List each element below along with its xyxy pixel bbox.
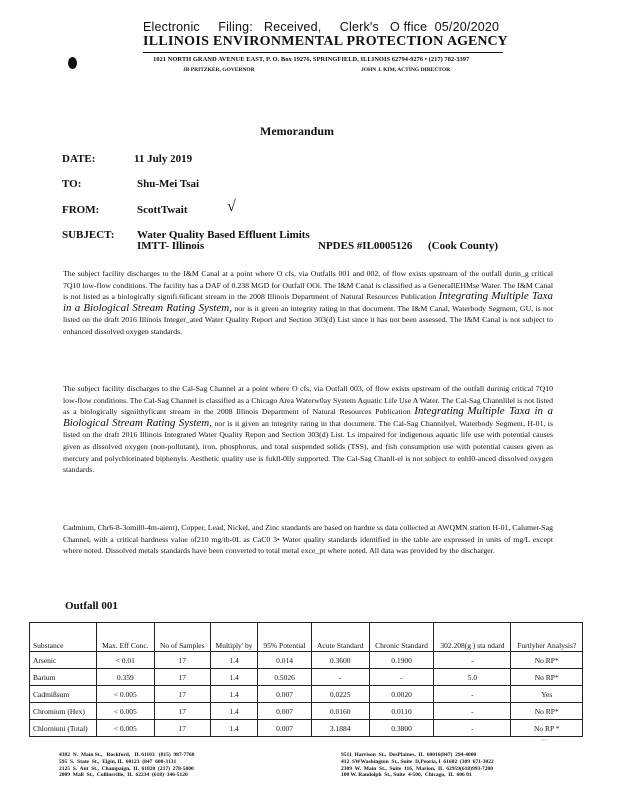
column-header: Chronic Standard [369, 623, 434, 652]
table-cell: 0.3600 [311, 652, 369, 669]
table-cell: 5.0 [434, 669, 511, 686]
table-cell: 1.4 [210, 686, 258, 703]
table-cell: 1.4 [210, 652, 258, 669]
table-cell: 1.4 [210, 669, 258, 686]
footer-offices-right: 9511 Harrison St., DesPlaines, IL 60016(847) 294-4000 412 SWWashington St., Suite D,Peoria, I 61602 (309 671-3022 2309 W. Main St., Suite 116, Marion, IL 62959(618)993-7200 100 W. Randolph St., Suite 4-500, Chicago, IL 606 01 [341, 752, 494, 779]
date-label: DATE: [62, 153, 96, 165]
paragraph-metals-standards [63, 522, 553, 557]
column-header: No of Samples [154, 623, 210, 652]
table-cell: - [434, 686, 511, 703]
signature-mark: ~~ [541, 738, 548, 744]
table-cell: Barium [30, 669, 97, 686]
column-header: 95% Potential [258, 623, 311, 652]
outfall-table [29, 622, 583, 737]
table-cell: 0.007 [258, 686, 311, 703]
column-header: Acute Standard [311, 623, 369, 652]
agency-address: 1021 NORTH GRAND AVENUE EAST, P. O. Box 19276, SPRINGFIELD, ILLINOIS 62794-9276 • (217) 782-3397 [153, 56, 470, 63]
table-cell: - [434, 652, 511, 669]
table-cell: 0.3800 [369, 720, 434, 737]
governor-name: JB PRITZKER, GOVERNOR [183, 67, 255, 73]
punch-hole-mark [68, 57, 77, 69]
table-cell: 3.1884 [311, 720, 369, 737]
table-cell: 0.1900 [369, 652, 434, 669]
table-body [30, 652, 583, 737]
table-cell: Yes [511, 686, 583, 703]
table-cell: Arsenic [30, 652, 97, 669]
table-cell: 17 [154, 686, 210, 703]
table-cell: 17 [154, 720, 210, 737]
table-cell: - [311, 669, 369, 686]
table-cell: - [434, 703, 511, 720]
table-cell: No RP * [511, 720, 583, 737]
publication-title-2a: Integrating [414, 405, 464, 418]
subject-line-1: Water Quality Based Effluent Limits [137, 229, 310, 241]
table-cell: 0.5026 [258, 669, 311, 686]
table-header-row [30, 623, 583, 652]
footer-offices-left: 4382 N. Main St., Rockford, IL 61103 (815) 987-7760 595 S. State St., Elgin, IL 60123 (847 608-3131 2125 S. Ant St., Champaign, IL 61820 (217) 278-5800 2009 Mall St., Collinsville, IL 62234 (618) 346-5120 [59, 752, 195, 779]
paragraph-1b: nor is it given an integrity rating in that document. The I&M Canal, Waterbody Segment, GU, is not listed on the draft 2016 Illinois Integer_ated Water Quality Report and Section 303(d) List since it has not been assessed. The I&M Canal is not subject to enhanced dissolved oxygen standards. [63, 303, 553, 336]
paragraph-2b: nor is it given an integrity rating in that document. The Cal-Sag Channilyel, Waterbody Segment, H-01, is listed on the draft 2016 Illinois Integrated Water Quality Repon and Section 303(d) List. Ls impaired for indigenous aquatic life use with potential causes given as dissolved oxygen (non-pollutant), iron, phosphorus, and total suspended solids (TSS), and fish consumption use with potential causes given as mercury and polychlorinated biphenyls. Aesthetic quality use is fukll-0lly supported. The Cal-Sag Chanll-el is not subject to enhI0-anced dissolved oxygen standards. [63, 418, 553, 475]
paragraph-3: Cadmium, Chr6-8-3omil0-4m-aient), Copper, Lead, Nickel, and Zinc standards are based on hardne ss data collected at AWQMN station H-01, Calumet-Sag Channel, with a critical hardness value of210 mg/th-0L as CaC0 3• Water quality standards identified in the table are expressed in units of mg/L except where noted. Dissolved metals standards have been converted to total metal exce_pt where noted. All data was provided by the discharger. [63, 523, 553, 556]
agency-suffix: AGENCY [447, 34, 508, 49]
agency-name: ILLINOIS ENVIRONMENTAL PROTECTION [143, 34, 444, 49]
table-cell: Cadmißsum [30, 686, 97, 703]
table-cell: No RP* [511, 652, 583, 669]
table-cell: Chlorniuni (Total) [30, 720, 97, 737]
table-cell: < 0.005 [96, 703, 154, 720]
table-row [30, 669, 583, 686]
table-cell: 1.4 [210, 703, 258, 720]
table-cell: 17 [154, 669, 210, 686]
electronic-filing-stamp: Electronic Filing: Received, Clerk's O ffice 05/20/2020 [143, 20, 500, 34]
npdes-number: NPDES #IL0005126 [318, 240, 413, 252]
table-row [30, 720, 583, 737]
table-cell: 0.0020 [369, 686, 434, 703]
table-cell: 0.014 [258, 652, 311, 669]
table-cell: 0.0160 [311, 703, 369, 720]
table-cell: - [434, 720, 511, 737]
to-value: Shu-Mei Tsai [137, 178, 200, 190]
column-header: Multiply' by [210, 623, 258, 652]
table-cell: 0.0225 [311, 686, 369, 703]
column-header: Max. Eff Conc. [96, 623, 154, 652]
director-name: JOHN J. KIM, ACTING DIRECTOR [361, 67, 451, 73]
paragraph-2a: The subject facility discharges to the Cal-Sag Channel at a point where O cfs, via Outfall 003, of flow exists upstream of the outfall durinig critical 7Q10 low-flow conditions. The Cal-Sag Channel is classified as a Chicago Area Waterw0ay System Aquatic Life Use A Water. The Cal-Sag Channlilel is not listed as a biologically signiithyficant stream in the 2008 Illinois Department of Natural Resources Publication [63, 384, 553, 417]
to-label: TO: [62, 178, 82, 190]
table-row [30, 703, 583, 720]
table-cell: 0.0110 [369, 703, 434, 720]
paragraph-cal-sag-channel [63, 383, 553, 476]
table-cell: 17 [154, 652, 210, 669]
check-mark-icon: √ [227, 198, 236, 215]
table-cell: 1.4 [210, 720, 258, 737]
table-row [30, 686, 583, 703]
publication-title-2b: Multiple Taxa in a Biological Stream Rating System, [63, 405, 553, 429]
table-cell: 0.007 [258, 720, 311, 737]
table-row [30, 652, 583, 669]
header-rule [143, 52, 503, 53]
column-header: Furtlyher Analysis? [511, 623, 583, 652]
table-cell: 17 [154, 703, 210, 720]
from-value: ScottTwait [137, 204, 188, 216]
date-value: 11 July 2019 [134, 153, 193, 165]
table-cell: No RP* [511, 703, 583, 720]
table-cell: 0.359 [96, 669, 154, 686]
subject-label: SUBJECT: [62, 229, 115, 241]
publication-title-1: Integrating Multiple Taxa in a Biological Stream Rating System, [63, 290, 553, 314]
table-cell: - [369, 669, 434, 686]
subject-line-2: IMTT- Illinois [137, 240, 205, 252]
paragraph-i-and-m-canal [63, 268, 553, 338]
paragraph-1a: The subject facility discharges to the I&M Canal at a point where O cfs, via Outfalls 001 and 002, of flow exists upstream of the outfall durin_g critical 7Q10 low-flow conditions. The facility has a DAF of 0.238 MGD for Outfall OOi. The I&M Canal is classified as a GeneraIlEHMse Water. The I&M Canal is not listed as a biologically signifi.6ificant stream in the 2008 Illinois Department of Natural Resources Publication [63, 269, 553, 302]
table-cell: < 0.005 [96, 686, 154, 703]
column-header: 302.208(g ) sta ndard [434, 623, 511, 652]
column-header: Substance [30, 623, 97, 652]
from-label: FROM: [62, 204, 100, 216]
table-cell: 0.007 [258, 703, 311, 720]
table-cell: No RP* [511, 669, 583, 686]
outfall-title: Outfall 001 [65, 600, 118, 612]
table-cell: < 0.005 [96, 720, 154, 737]
county: (Cook County) [428, 240, 498, 252]
table-cell: < 0.01 [96, 652, 154, 669]
memo-title: Memorandum [260, 124, 334, 138]
table-cell: Chromium (Hex) [30, 703, 97, 720]
